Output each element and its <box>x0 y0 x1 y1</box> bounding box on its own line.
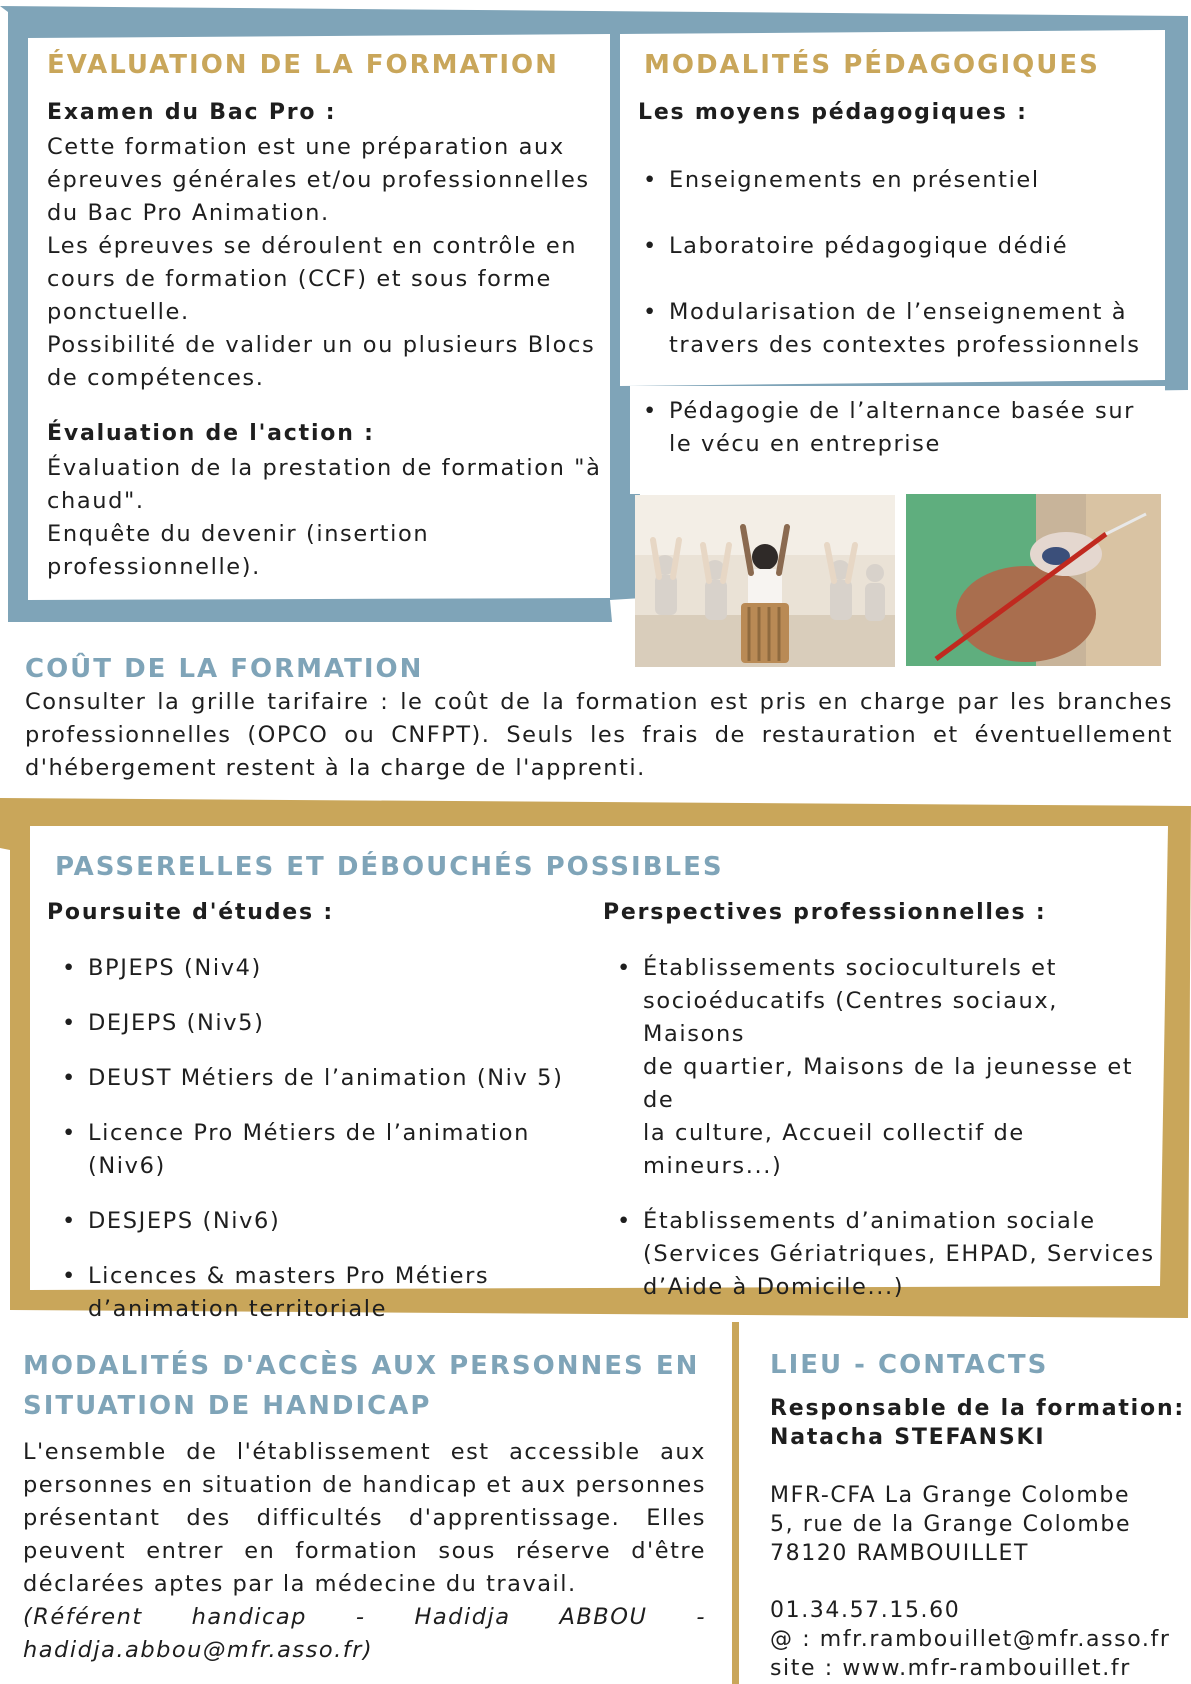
address-line: 5, rue de la Grange Colombe <box>770 1512 1132 1537</box>
list-item <box>88 1117 608 1183</box>
phone-number[interactable]: 01.34.57.15.60 <box>770 1598 961 1623</box>
exam-line: cours de formation (CCF) et sous forme <box>47 266 552 292</box>
modalites-title: MODALITÉS PÉDAGOGIQUES <box>644 50 1100 80</box>
bottom-divider <box>732 1322 739 1684</box>
cout-text: Consulter la grille tarifaire : le coût de la formation est pris en charge par les branches professionnelles (OPCO ou CNFPT). Seuls les frais de restauration et éventuellement d'hébergement restent à la charge de l'apprenti. <box>25 689 1173 781</box>
action-line: professionnelle). <box>47 554 261 580</box>
evaluation-title: ÉVALUATION DE LA FORMATION <box>47 50 559 80</box>
exam-line: Possibilité de valider un ou plusieurs Blocs <box>47 332 596 358</box>
painting-hands-photo <box>906 494 1161 666</box>
list-item-line: • DEJEPS (Niv5) <box>88 1010 265 1036</box>
list-item-line: • Licence Pro Métiers de l’animation (Niv6) <box>88 1120 530 1179</box>
list-item <box>669 164 1159 197</box>
action-line: Évaluation de la prestation de formation "à <box>47 455 602 481</box>
list-item-line: • Modularisation de l’enseignement à <box>669 299 1128 325</box>
list-item <box>669 230 1159 263</box>
exam-line: ponctuelle. <box>47 299 190 325</box>
list-item-line: d’animation territoriale <box>88 1296 388 1322</box>
responsable-label: Responsable de la formation: <box>770 1396 1186 1421</box>
list-item-line: • Laboratoire pédagogique dédié <box>669 233 1069 259</box>
seniors-exercise-illustration <box>635 495 895 667</box>
exam-line: du Bac Pro Animation. <box>47 200 330 226</box>
exam-line: Cette formation est une préparation aux <box>47 134 565 160</box>
exam-line: Les épreuves se déroulent en contrôle en <box>47 233 578 259</box>
exam-title: Examen du Bac Pro : <box>47 100 337 125</box>
list-item <box>88 952 608 985</box>
list-item-line: d’Aide à Domicile...) <box>643 1274 905 1300</box>
action-line: Enquête du devenir (insertion <box>47 521 430 547</box>
cout-title: COÛT DE LA FORMATION <box>25 654 424 684</box>
etudes-list <box>88 952 608 1326</box>
address-line: 78120 RAMBOUILLET <box>770 1541 1030 1566</box>
handicap-title-line: SITUATION DE HANDICAP <box>23 1391 432 1421</box>
contact-details <box>770 1596 1170 1683</box>
list-item-line: • DEUST Métiers de l’animation (Niv 5) <box>88 1065 564 1091</box>
list-item <box>88 1007 608 1040</box>
list-item-line: • BPJEPS (Niv4) <box>88 955 262 981</box>
contacts-title: LIEU - CONTACTS <box>770 1350 1049 1380</box>
responsable-name: Natacha STEFANSKI <box>770 1425 1046 1450</box>
list-item-line: la culture, Accueil collectif de mineurs...) <box>643 1120 1025 1179</box>
email-link[interactable]: @ : mfr.rambouillet@mfr.asso.fr <box>770 1627 1171 1652</box>
list-item-line: • Pédagogie de l’alternance basée sur <box>669 398 1136 424</box>
list-item <box>669 296 1159 362</box>
list-item-line: • Établissements d’animation sociale <box>643 1208 1096 1234</box>
etudes-title: Poursuite d'études : <box>47 900 334 925</box>
responsable <box>770 1394 1185 1452</box>
list-item-line: (Services Gériatriques, EHPAD, Services <box>643 1241 1155 1267</box>
handicap-title <box>23 1346 699 1426</box>
list-item <box>88 1260 608 1326</box>
address-line: MFR-CFA La Grange Colombe <box>770 1483 1131 1508</box>
list-item <box>669 395 1159 461</box>
action-line: chaud". <box>47 488 145 514</box>
painting-hands-illustration <box>906 494 1161 666</box>
handicap-referent: (Référent handicap - Hadidja ABBOU - hadidja.abbou@mfr.asso.fr) <box>23 1604 706 1663</box>
list-item-line: • DESJEPS (Niv6) <box>88 1208 281 1234</box>
modalites-subtitle: Les moyens pédagogiques : <box>638 100 1028 125</box>
exam-line: épreuves générales et/ou professionnelles <box>47 167 590 193</box>
passerelles-title: PASSERELLES ET DÉBOUCHÉS POSSIBLES <box>55 852 724 882</box>
action-text <box>47 452 602 584</box>
list-item <box>88 1205 608 1238</box>
seniors-exercise-photo <box>635 495 895 667</box>
list-item <box>88 1062 608 1095</box>
list-item-line: • Enseignements en présentiel <box>669 167 1040 193</box>
exam-line: de compétences. <box>47 365 265 391</box>
list-item <box>643 952 1163 1183</box>
list-item <box>643 1205 1163 1304</box>
list-item-line: le vécu en entreprise <box>669 431 941 457</box>
list-item-line: • Licences & masters Pro Métiers <box>88 1263 490 1289</box>
perspectives-list <box>643 952 1163 1304</box>
exam-text <box>47 131 595 395</box>
list-item-line: socioéducatifs (Centres sociaux, Maisons <box>643 988 1059 1047</box>
list-item-line: • Établissements socioculturels et <box>643 955 1058 981</box>
handicap-text: L'ensemble de l'établissement est accessible aux personnes en situation de handicap et aux personnes présentant des difficultés d'apprentissage. Elles peuvent entrer en formation sous réserve d'être déclarées aptes par la médecine du travail. <box>23 1439 706 1597</box>
perspectives-title: Perspectives professionnelles : <box>603 900 1047 925</box>
list-item-line: travers des contextes professionnels <box>669 332 1141 358</box>
list-item-line: de quartier, Maisons de la jeunesse et de <box>643 1054 1134 1113</box>
action-title: Évaluation de l'action : <box>47 421 375 446</box>
handicap-title-line: MODALITÉS D'ACCÈS AUX PERSONNES EN <box>23 1351 700 1381</box>
website-link[interactable]: site : www.mfr-rambouillet.fr <box>770 1656 1131 1681</box>
modalites-list <box>669 164 1159 461</box>
address <box>770 1481 1131 1568</box>
